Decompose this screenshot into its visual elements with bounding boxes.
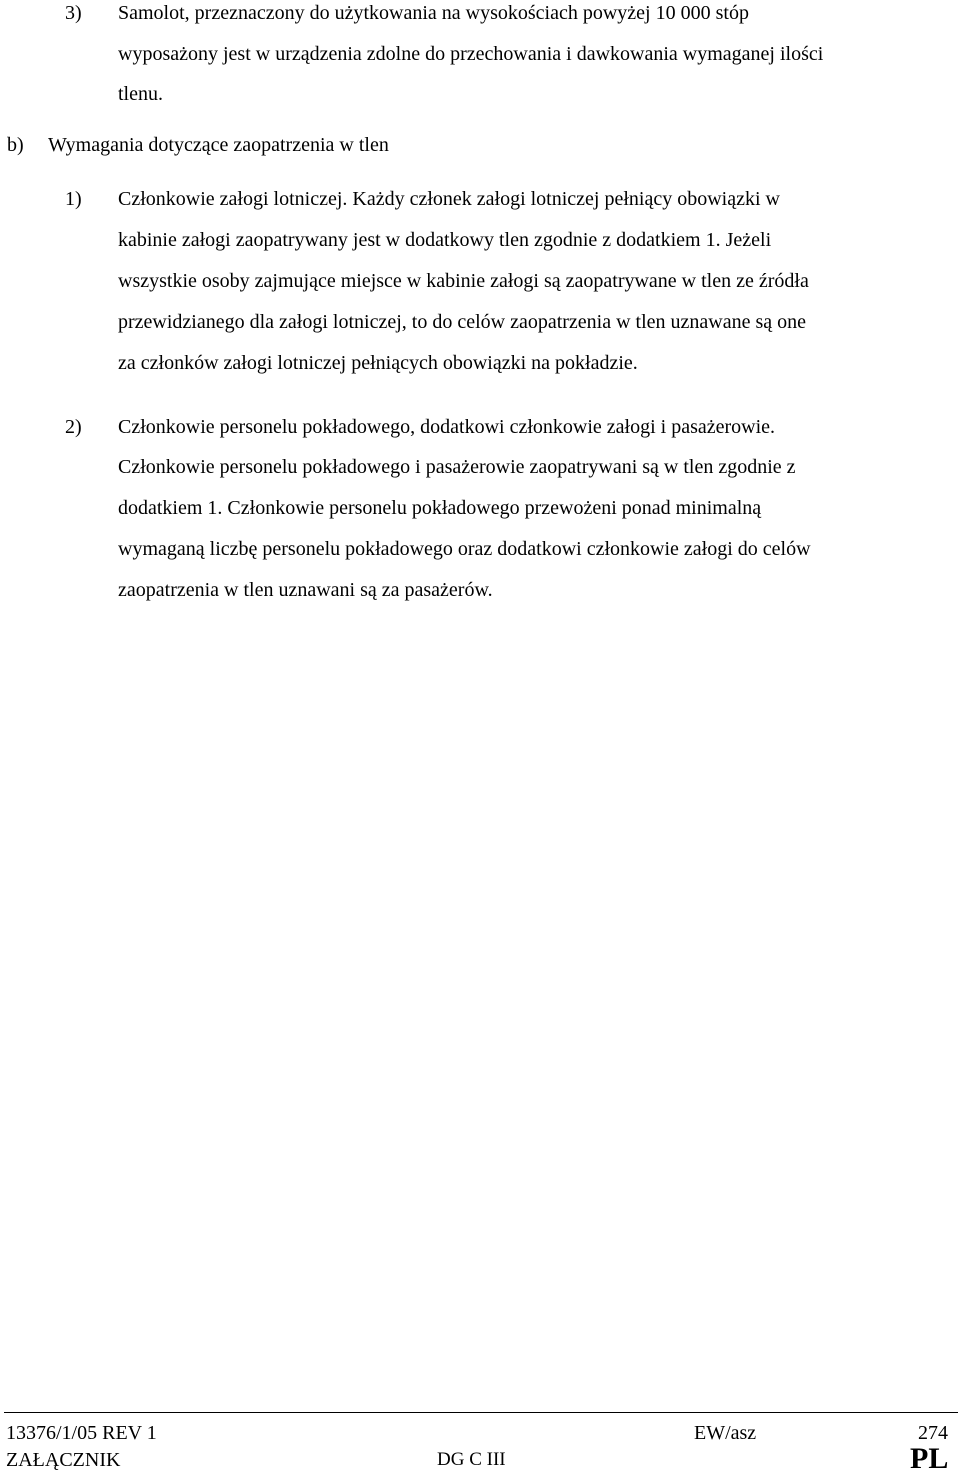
section-letter: b) <box>7 134 24 156</box>
paragraph-line: tlenu. <box>118 83 163 105</box>
paragraph-line: Członkowie personelu pokładowego, dodatkowi członkowie załogi i pasażerowie. <box>118 416 776 438</box>
paragraph-line: zaopatrzenia w tlen uznawani są za pasażerów. <box>118 579 493 601</box>
section-heading: Wymagania dotyczące zaopatrzenia w tlen <box>48 134 389 156</box>
item-number: 1) <box>65 188 82 210</box>
document-reference: 13376/1/05 REV 1 <box>6 1422 157 1444</box>
annex-label: ZAŁĄCZNIK <box>6 1449 121 1471</box>
paragraph-line: wyposażony jest w urządzenia zdolne do przechowania i dawkowania wymaganej ilości <box>118 43 824 65</box>
paragraph-line: wszystkie osoby zajmujące miejsce w kabinie załogi są zaopatrywane w tlen ze źródła <box>118 270 809 292</box>
paragraph-line: wymaganą liczbę personelu pokładowego oraz dodatkowi członkowie załogi do celów <box>118 538 811 560</box>
item-number: 2) <box>65 416 82 438</box>
directorate-label: DG C III <box>437 1449 506 1470</box>
item-number: 3) <box>65 2 82 24</box>
paragraph-line: Samolot, przeznaczony do użytkowania na wysokościach powyżej 10 000 stóp <box>118 2 749 24</box>
paragraph-line: dodatkiem 1. Członkowie personelu pokładowego przewożeni ponad minimalną <box>118 497 762 519</box>
paragraph-line: Członkowie załogi lotniczej. Każdy członek załogi lotniczej pełniący obowiązki w <box>118 188 780 210</box>
author-initials: EW/asz <box>694 1422 757 1444</box>
paragraph-line: przewidzianego dla załogi lotniczej, to do celów zaopatrzenia w tlen uznawane są one <box>118 311 807 333</box>
language-code: PL <box>910 1442 949 1475</box>
page-number: 274 <box>918 1422 948 1444</box>
paragraph-line: Członkowie personelu pokładowego i pasażerowie zaopatrywani są w tlen zgodnie z <box>118 456 796 478</box>
paragraph-line: kabinie załogi zaopatrywany jest w dodatkowy tlen zgodnie z dodatkiem 1. Jeżeli <box>118 229 772 251</box>
paragraph-line: za członków załogi lotniczej pełniących obowiązki na pokładzie. <box>118 352 638 374</box>
footer-divider <box>4 1412 958 1413</box>
